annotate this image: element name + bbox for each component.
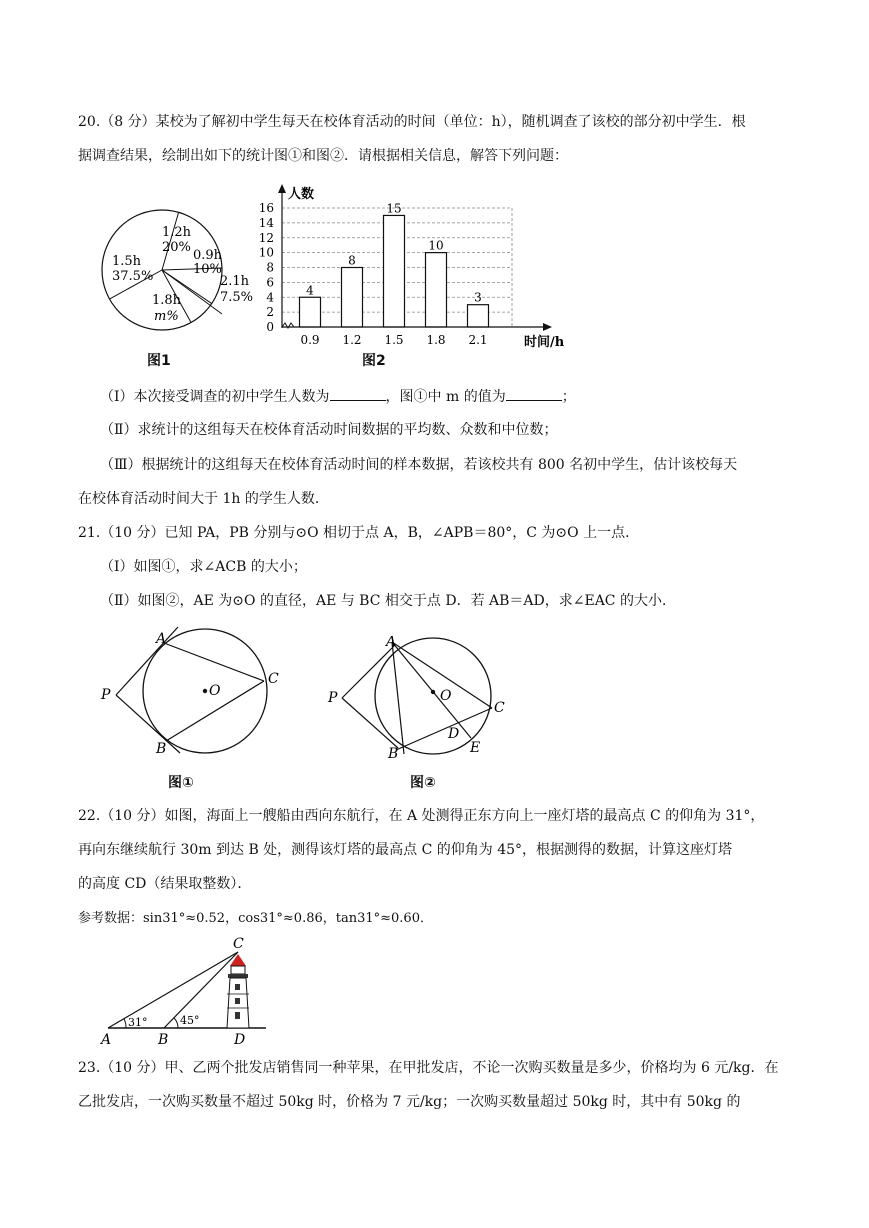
q23-line-1: 23.（10 分）甲、乙两个批发店销售同一种苹果，在甲批发店，不论一次购买数量是多少，价格均为 6 元/kg．在 [78,1060,779,1076]
q20-sub-3b: 在校体育活动时间大于 1h 的学生人数． [78,491,329,507]
x-tick-label: 1.5 [384,333,404,347]
angle-45-label: 45° [180,1014,200,1027]
fig1-label-a: A [156,631,167,647]
y-tick-label: 12 [258,230,274,245]
x-tick-label: 2.1 [468,333,488,347]
q22-reference: 参考数据：sin31°≈0.52，cos31°≈0.86，tan31°≈0.60． [78,911,433,926]
y-tick-label: 4 [266,290,274,305]
x-tick-label: 1.2 [342,333,362,347]
x-tick-label: 0.9 [300,333,320,347]
fig1-label-b: B [156,741,167,757]
q20-sub-1-a: （Ⅰ）本次接受调查的初中学生人数为 [100,389,330,405]
pie-label-0-9: 0.9h [193,248,223,263]
bar-value-label: 4 [306,283,314,298]
answer-blank-1[interactable] [330,386,386,401]
lighthouse-figure [96,934,276,1046]
q21-line-1: 21.（10 分）已知 PA，PB 分别与⊙O 相切于点 A，B，∠APB＝80°，C 为⊙O 上一点． [78,525,640,541]
q20-sub-1 [100,386,576,407]
y-tick-label: 16 [258,201,274,215]
fig2-label-d: D [448,726,460,742]
lighthouse-label-b: B [158,1032,169,1046]
lighthouse-label-c: C [233,936,244,952]
lighthouse-label-a: A [101,1032,112,1046]
q21-sub-1: （Ⅰ）如图①，求∠ACB 的大小； [100,559,307,575]
pie-label-2-1: 2.1h [220,274,250,289]
pie-label-1-5: 1.5h [112,254,142,269]
q20-sub-1-b: ，图①中 m 的值为 [385,389,506,405]
bar [300,297,321,327]
angle-31-label: 31° [128,1016,148,1029]
fig2-label-p: P [328,690,338,706]
bar-value-label: 8 [348,253,356,268]
bar-value-label: 15 [386,201,402,216]
q20-sub-3: （Ⅲ）根据统计的这组每天在校体育活动时间的样本数据，若该校共有 800 名初中学生，估计该校每天 [100,457,738,473]
pie-chart [96,200,266,375]
y-tick-label: 10 [258,245,274,260]
lighthouse-label-d: D [234,1032,246,1046]
fig1-label-p: P [101,687,111,703]
bar-chart [256,184,576,354]
pie-pct-1-2: 20% [162,240,191,255]
pie-pct-1-5: 37.5% [112,269,154,284]
x-axis-title: 时间/h [524,335,565,350]
q20-sub-1-c: ； [561,389,576,405]
q22-line-3: 的高度 CD（结果取整数）． [78,876,252,892]
pie-pct-0-9: 10% [193,262,222,277]
answer-blank-2[interactable] [506,386,562,401]
bar-caption: 图2 [362,353,386,369]
geometry-figure-1 [96,625,296,775]
bar-value-label: 3 [474,290,482,305]
y-tick-label: 2 [266,305,274,320]
fig2-label-c: C [494,700,505,716]
fig2-label-o: O [440,688,452,704]
fig2-label-a: A [386,636,397,650]
x-axis-arrow-icon [543,323,552,331]
fig2-label-b: B [388,746,399,762]
x-tick-label: 1.8 [426,333,446,347]
q22-line-1: 22.（10 分）如图，海面上一艘船由西向东航行，在 A 处测得正东方向上一座灯塔的最高点 C 的仰角为 31°， [78,808,765,824]
q20-line-1: 20.（8 分）某校为了解初中学生每天在校体育活动的时间（单位：h），随机调查了该校的部分初中学生．根 [78,114,746,130]
pie-label-1-2: 1.2h [162,225,192,240]
y-axis-arrow-icon [278,184,286,193]
fig1-label-c: C [268,671,279,687]
fig1-caption: 图① [168,775,194,791]
q21-sub-2: （Ⅱ）如图②，AE 为⊙O 的直径，AE 与 BC 相交于点 D．若 AB＝AD，求∠EAC 的大小． [100,593,676,609]
q23-line-2: 乙批发店，一次购买数量不超过 50kg 时，价格为 7 元/kg；一次购买数量超过 50kg 时，其中有 50kg 的 [78,1094,741,1110]
geometry-figure-2 [324,636,524,776]
y-tick-label: 0 [266,320,274,334]
y-tick-label: 14 [258,215,274,230]
fig2-caption: 图② [410,775,436,791]
bar [342,268,363,328]
q20-line-2: 据调查结果，绘制出如下的统计图①和图②．请根据相关信息，解答下列问题： [78,148,568,164]
bar [468,305,489,327]
fig1-label-o: O [209,683,221,699]
y-tick-label: 6 [266,275,274,290]
fig2-label-e: E [470,740,481,756]
pie-label-1-8: 1.8h [152,293,182,308]
pie-pct-1-8: m% [154,309,179,324]
pie-caption: 图1 [147,353,171,369]
pie-pct-2-1: 7.5% [220,290,254,305]
y-tick-label: 8 [266,260,274,275]
lighthouse-icon [227,954,249,1028]
bar [426,253,447,327]
y-axis-title: 人数 [288,187,315,202]
q20-sub-2: （Ⅱ）求统计的这组每天在校体育活动时间数据的平均数、众数和中位数； [100,422,558,438]
q22-line-2: 再向东继续航行 30m 到达 B 处，测得该灯塔的最高点 C 的仰角为 45°，根据测得的数据，计算这座灯塔 [78,842,733,858]
bar [384,215,405,327]
bar-value-label: 10 [428,238,444,253]
